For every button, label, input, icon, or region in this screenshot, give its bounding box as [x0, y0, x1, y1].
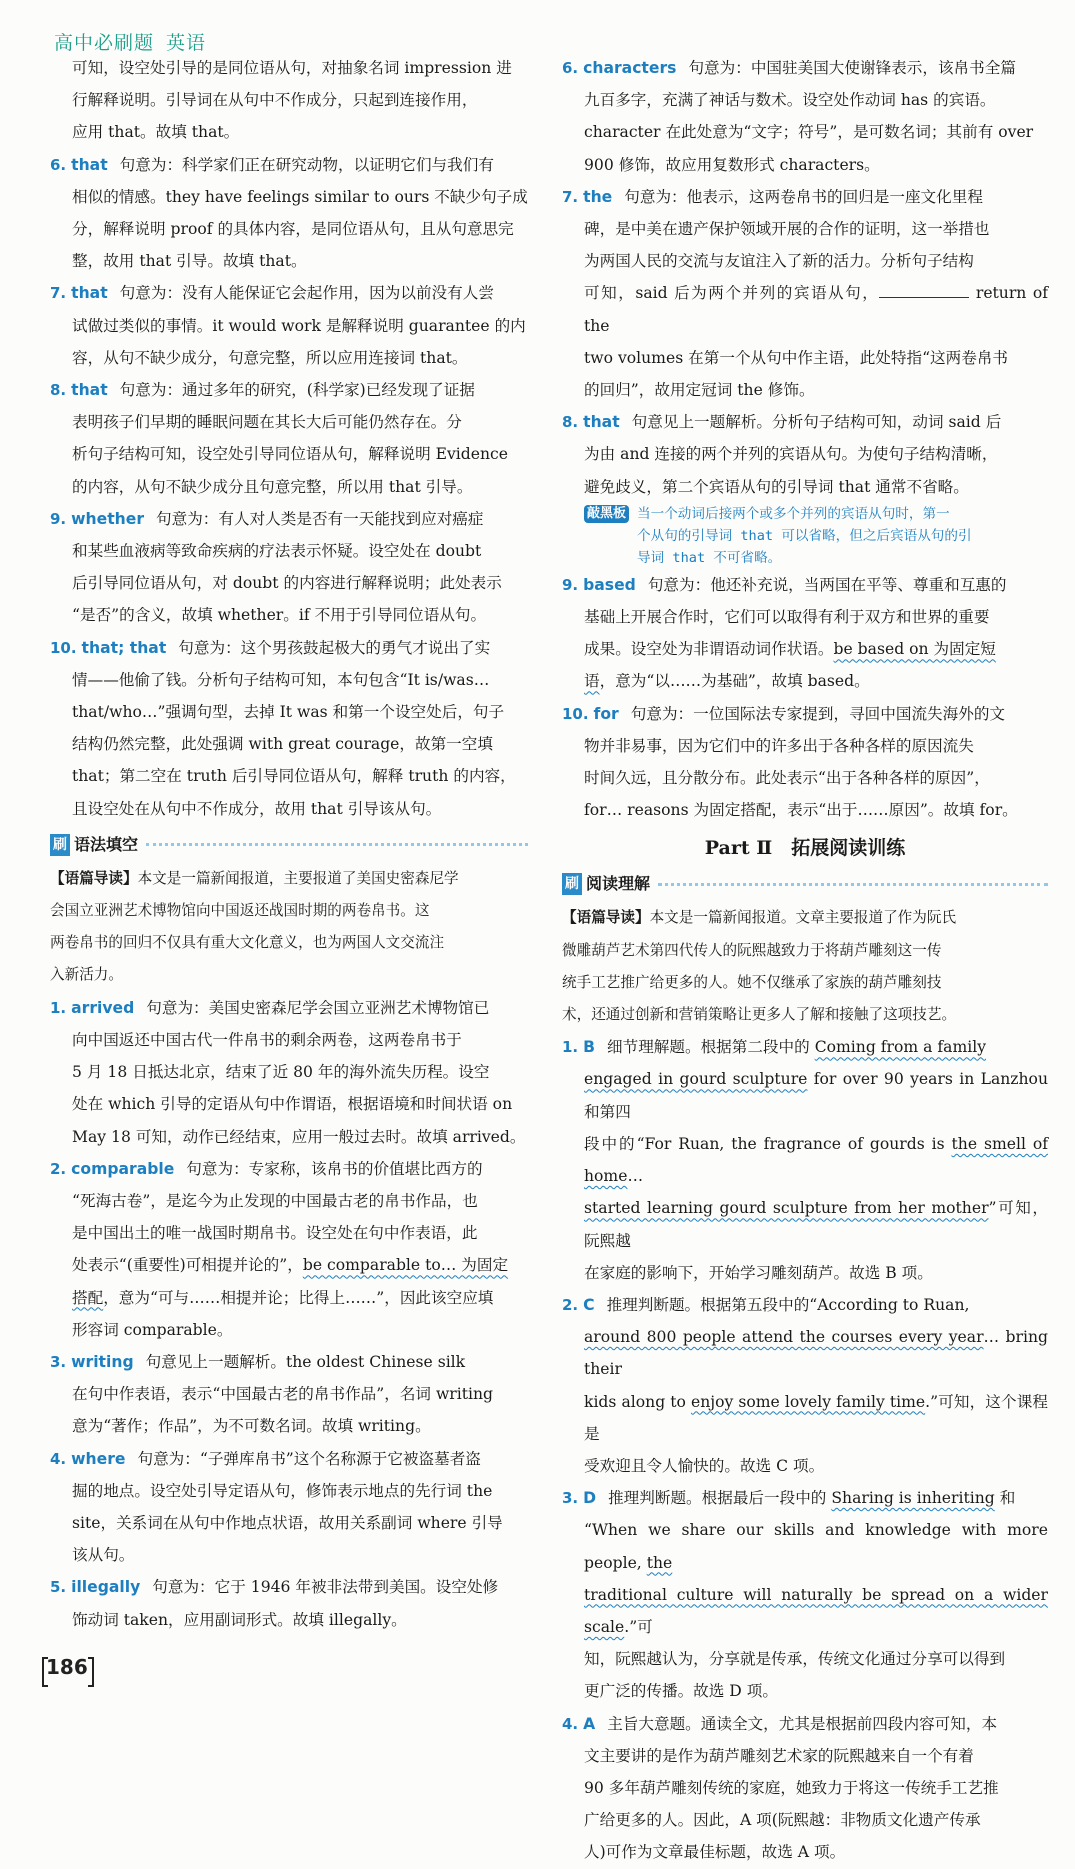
section-title: 语法填空	[74, 834, 139, 854]
item-number: 8.	[50, 381, 67, 400]
answer-key: A	[583, 1714, 596, 1733]
item-number: 3.	[562, 1489, 579, 1508]
key-point-note	[584, 503, 1048, 569]
item-number: 1.	[562, 1038, 579, 1057]
answer-item: 1. B 细节理解题。根据第二段中的 Coming from a family engaged in gourd sculpture for over 90 years in Lanzhou 和第四 段中的“For Ruan, the fragrance of gourds is the smell of home… started learning gourd sculpture from her mother”可知，阮熙越 在家庭的影响下，开始学习雕刻葫芦。故选 B 项。	[562, 1038, 1048, 1282]
answer-key: for	[593, 704, 619, 723]
underlined-phrase: traditional culture will naturally be spread on a wider scale	[584, 1585, 1048, 1636]
answer-item: 7. that 句意为：没有人能保证它会起作用，因为以前没有人尝 试做过类似的事情。it would work 是解释说明 guarantee 的内 容，从句不缺少成分，句意完整，所以应用连接词 that。	[50, 284, 526, 367]
item-number: 7.	[50, 284, 67, 303]
answer-item: 10. for 句意为：一位国际法专家提到，寻回中国流失海外的文 物并非易事，因为它们中的许多出于各种各样的原因流失 时间久远，且分散分布。此处表示“出于各种各样的原因”， for… reasons 为固定搭配，表示“出于……原因”。故填 for。	[562, 704, 1018, 820]
answer-item: 3. writing 句意见上一题解析。the oldest Chinese silk 在句中作表语，表示“中国最古老的帛书作品”，名词 writing 意为“著作；作品”，为不可数名词。故填 writing。	[50, 1352, 494, 1436]
continued-text: 可知，设空处引导的是同位语从句，对抽象名词 impression 进 行解释说明。引导词在从句中不作成分，只起到连接作用， 应用 that。故填 that。	[72, 59, 512, 142]
section-divider	[146, 843, 528, 846]
answer-key: D	[583, 1489, 597, 1508]
section-heading	[562, 868, 1048, 900]
answer-item: 2. C 推理判断题。根据第五段中的“According to Ruan, around 800 people attend the courses every year… bring their kids along to enjoy some lovely family time.”可知，这个课程是 受欢迎且令人愉快的。故选 C 项。	[562, 1295, 1049, 1475]
item-number: 10.	[562, 704, 589, 723]
reading-guide: 【语篇导读】本文是一篇新闻报道。文章主要报道了作为阮氏 微雕葫芦艺术第四代传人的阮熙越致力于将葫芦雕刻这一传 统手工艺推广给更多的人。她不仅继承了家族的葫芦雕刻技 术，还通过创新和营销策略让更多人了解和接触了这项技艺。	[562, 909, 957, 1024]
answer-item: 10. that; that 句意为：这个男孩鼓起极大的勇气才说出了实 情——他偷了钱。分析句子结构可知，本句包含“It is/was… that/who…”强调句型，去掉 It was 和第一个设空处后，句子 结构仍然完整，此处强调 with great courage，故第一空填 that；第二空在 truth 后引导同位语从句，解释 truth 的内容， 且设空处在从句中不作成分，故用 that 引导该从句。	[50, 638, 516, 818]
page-number: 186	[46, 1655, 88, 1679]
item-number: 4.	[50, 1449, 67, 1468]
underlined-phrase: 搭配	[72, 1288, 104, 1307]
part-title: Part Ⅱ 拓展阅读训练	[704, 837, 906, 860]
blank-line	[879, 282, 969, 299]
item-number: 8.	[562, 413, 579, 432]
answer-key: that	[583, 413, 620, 432]
answer-item: 5. illegally 句意为：它于 1946 年被非法带到美国。设空处修 饰动词 taken，应用副词形式。故填 illegally。	[50, 1578, 499, 1629]
answer-key: characters	[583, 59, 677, 77]
answer-key: that; that	[81, 638, 167, 657]
answer-key: illegally	[71, 1578, 141, 1597]
section-heading	[50, 829, 528, 861]
answer-item: 8. that 句意见上一题解析。分析句子结构可知，动词 said 后 为由 and 连接的两个并列的宾语从句。为使句子结构清晰， 避免歧义，第二个宾语从句的引导词 that 通常不省略。	[562, 413, 1002, 496]
answer-key: where	[71, 1449, 126, 1468]
guide-tag: 【语篇导读】	[562, 909, 650, 927]
underlined-phrase: be based on 为固定短	[833, 640, 996, 659]
item-number: 10.	[50, 638, 77, 657]
underlined-phrase: started learning gourd sculpture from her mother	[584, 1199, 989, 1218]
underlined-phrase: 语	[584, 672, 600, 691]
answer-item: 3. D 推理判断题。根据最后一段中的 Sharing is inheriting 和 “When we share our skills and knowledge with more people, the traditional culture will naturally be spread on a wider scale.”可 知，阮熙越认为，分享就是传承，传统文化通过分享可以得到 更广泛的传播。故选 D 项。	[562, 1489, 1048, 1701]
underlined-phrase: Sharing is inheriting	[831, 1489, 995, 1508]
answer-key: B	[583, 1038, 595, 1057]
underlined-phrase: the smell of home	[584, 1134, 1048, 1186]
answer-key: writing	[71, 1352, 134, 1371]
item-number: 7.	[562, 187, 579, 206]
section-divider	[658, 883, 1048, 886]
item-number: 5.	[50, 1578, 67, 1597]
answer-item: 2. comparable 句意为：专家称，该帛书的价值堪比西方的 “死海古卷”，是迄今为止发现的中国最古老的帛书作品，也 是中国出土的唯一战国时期帛书。设空处在句中作表语，此 处表示“(重要性)可相提并论的”，be comparable to… 为固定 搭配，意为“可与……相提并论；比得上……”，因此该空应填 形容词 comparable。	[50, 1159, 509, 1339]
answer-item: 7. the 句意为：他表示，这两卷帛书的回归是一座文化里程 碑，是中美在遗产保护领域开展的合作的证明，这一举措也 为两国人民的交流与友谊注入了新的活力。分析句子结构 可知，said 后为两个并列的宾语从句， return of the two volumes 在第一个从句中作主语，此处特指“这两卷帛书 的回归”，故用定冠词 the 修饰。	[562, 187, 1048, 400]
answer-item: 6. that 句意为：科学家们正在研究动物，以证明它们与我们有 相似的情感。they have feelings similar to ours 不缺少句子成 分，解释说明 proof 的具体内容，是同位语从句，且从句意思完 整，故用 that 引导。故填 that。	[50, 155, 528, 271]
section-icon: 刷	[562, 873, 582, 895]
answer-key: whether	[71, 509, 145, 528]
guide-tag: 【语篇导读】	[50, 869, 138, 887]
section-title: 阅读理解	[586, 874, 651, 894]
item-number: 4.	[562, 1714, 579, 1733]
answer-item: 8. that 句意为：通过多年的研究，(科学家)已经发现了证据 表明孩子们早期的睡眠问题在其长大后可能仍然存在。分 析句子结构可知，设空处引导同位语从句，解释说明 Evidence 的内容，从句不缺少成分且句意完整，所以用 that 引导。	[50, 381, 509, 496]
note-tag: 敲黑板	[584, 505, 629, 523]
answer-key: comparable	[71, 1159, 175, 1178]
answer-item: 4. A 主旨大意题。通读全文，尤其是根据前四段内容可知，本 文主要讲的是作为葫芦雕刻艺术家的阮熙越来自一个有着 90 多年葫芦雕刻传统的家庭，她致力于将这一传统手工艺推 广给更多的人。因此，A 项(阮熙越：非物质文化遗产传承 人)可作为文章最佳标题，故选 A 项。	[562, 1714, 999, 1862]
underlined-phrase: be comparable to… 为固定	[302, 1256, 509, 1275]
subject-title: 英语	[166, 31, 207, 54]
item-number: 6.	[562, 59, 579, 77]
answer-item: 9. based 句意为：他还补充说，当两国在平等、尊重和互惠的 基础上开展合作时，它们可以取得有利于双方和世界的重要 成果。设空处为非谓语动词作状语。be based on 为固定短 语，意为“以……为基础”，故填 based。	[562, 575, 1007, 691]
answer-key: based	[583, 575, 636, 594]
answer-key: that	[71, 381, 108, 400]
underlined-phrase: enjoy some lovely family time	[691, 1392, 926, 1411]
answer-item: 4. where 句意为：“子弹库帛书”这个名称源于它被盗墓者盗 掘的地点。设空处引导定语从句，修饰表示地点的先行词 the site，关系词在从句中作地点状语，故用关系副词 where 引导 该从句。	[50, 1449, 503, 1565]
note-text: 当一个动词后接两个或多个并列的宾语从句时，第一 个从句的引导词 that 可以省略，但之后宾语从句的引 导词 that 不可省略。	[637, 505, 972, 566]
item-number: 2.	[562, 1295, 579, 1314]
book-title: 高中必刷题	[54, 31, 155, 54]
underlined-phrase: the	[646, 1553, 673, 1572]
answer-item: 6. characters 句意为：中国驻美国大使谢锋表示，该帛书全篇 九百多字，充满了神话与数术。设空处作动词 has 的宾语。 character 在此处意为“文字；符号”，是可数名词；其前有 over 900 修饰，故应用复数形式 characters。	[562, 59, 1034, 174]
item-number: 1.	[50, 998, 67, 1017]
answer-key: that	[71, 284, 108, 303]
underlined-phrase: around 800 people attend the courses every year	[584, 1328, 984, 1347]
section-icon: 刷	[50, 834, 70, 856]
underlined-phrase: Coming from a family	[814, 1038, 987, 1057]
answer-key: the	[583, 187, 613, 206]
item-number: 6.	[50, 155, 67, 174]
answer-item: 9. whether 句意为：有人对人类是否有一天能找到应对癌症 和某些血液病等致命疾病的疗法表示怀疑。设空处在 doubt 后引导同位语从句，对 doubt 的内容进行解释说明；此处表示 “是否”的含义，故填 whether。if 不用于引导同位语从句。	[50, 509, 502, 625]
right-column	[562, 52, 1048, 1869]
item-number: 2.	[50, 1159, 67, 1178]
underlined-phrase: engaged in gourd sculpture	[584, 1070, 808, 1089]
answer-item: 1. arrived 句意为：美国史密森尼学会国立亚洲艺术博物馆已 向中国返还中国古代一件帛书的剩余两卷，这两卷帛书于 5 月 18 日抵达北京，结束了近 80 年的海外流失历程。设空 处在 which 引导的定语从句中作谓语，根据语境和时间状语 on May 18 可知，动作已经结束，应用一般过去时。故填 arrived。	[50, 998, 526, 1146]
answer-key: arrived	[71, 998, 135, 1017]
item-number: 3.	[50, 1352, 67, 1371]
answer-key: that	[71, 155, 108, 174]
answer-key: C	[583, 1295, 595, 1314]
left-column	[50, 52, 528, 1636]
item-number: 9.	[562, 575, 579, 594]
item-number: 9.	[50, 509, 67, 528]
reading-guide: 【语篇导读】本文是一篇新闻报道，主要报道了美国史密森尼学 会国立亚洲艺术博物馆向中国返还战国时期的两卷帛书。这 两卷帛书的回归不仅具有重大文化意义，也为两国人文交流注 入新活力。	[50, 869, 459, 984]
